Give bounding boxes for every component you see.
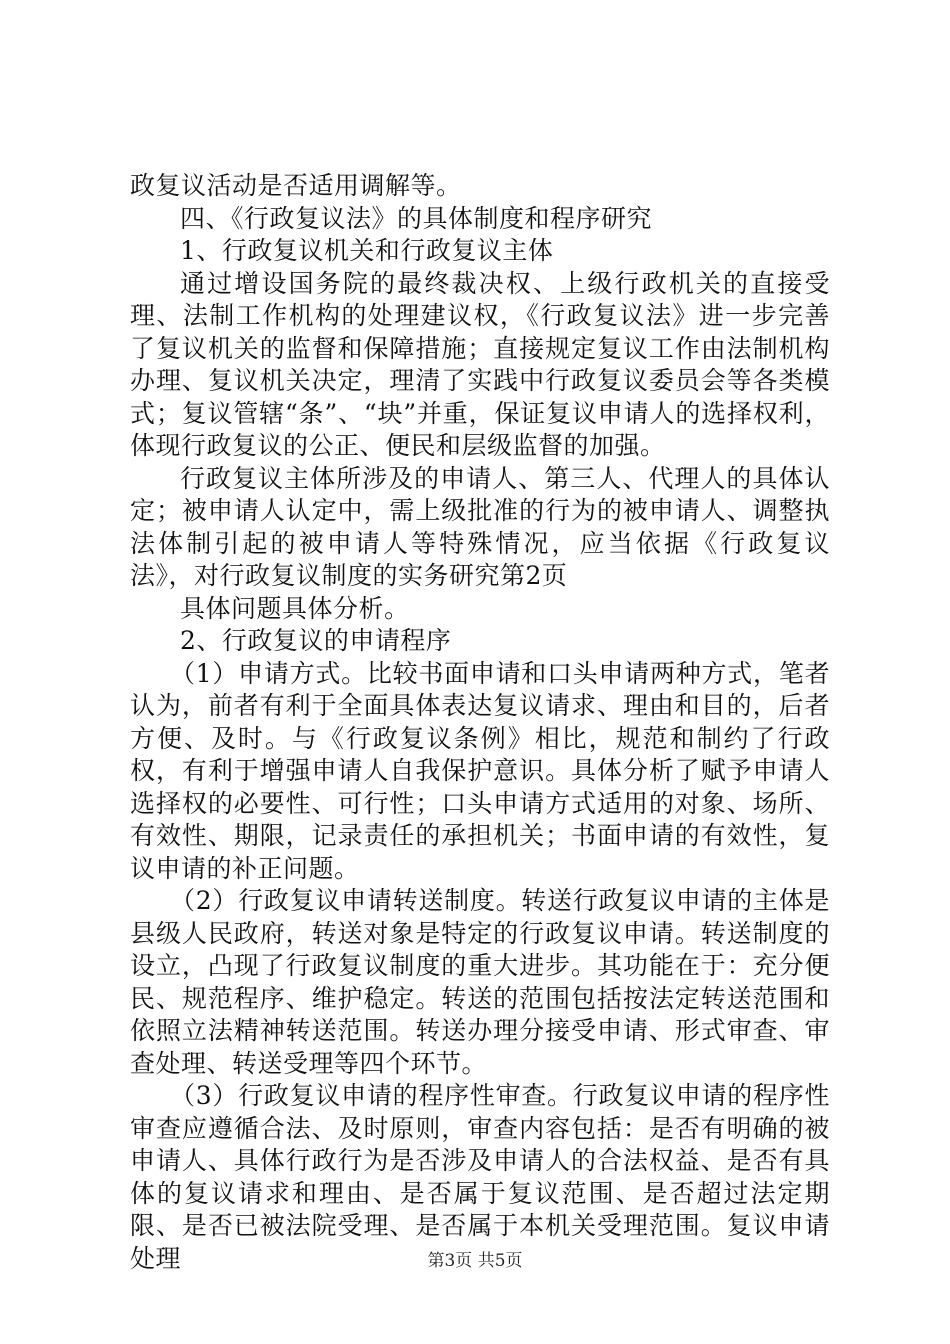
subsection-heading-1: 1、行政复议机关和行政复议主体 [180, 236, 554, 265]
paragraph-review-subjects: 行政复议主体所涉及的申请人、第三人、代理人的具体认定；被申请人认定中，需上级批准的行为的被申请人、调整执法体制引起的被申请人等特殊情况，应当依据《行政复议法》，对行政复议制度的实务研究第2页 [130, 463, 830, 590]
section-heading-4: 四、《行政复议法》的具体制度和程序研究 [180, 203, 653, 233]
page-number: 第3页 共5页 [427, 1251, 523, 1271]
paragraph-case-analysis: 具体问题具体分析。 [180, 593, 410, 623]
paragraph-application-method: （1）申请方式。比较书面申请和口头申请两种方式，笔者认为，前者有利于全面具体表达复议请求、理由和目的，后者方便、及时。与《行政复议条例》相比，规范和制约了行政权，有利于增强申请人自我保护意识。具体分析了赋予申请人选择权的必要性、可行性；口头申请方式适用的对象、场所、有效性、期限，记录责任的承担机关；书面申请的有效性，复议申请的补正问题。 [130, 658, 830, 883]
paragraph-procedural-review: （3）行政复议申请的程序性审查。行政复议申请的程序性审查应遵循合法、及时原则，审查内容包括：是否有明确的被申请人、具体行政行为是否涉及申请人的合法权益、是否有具体的复议请求和理由、是否属于复议范围、是否超过法定期限、是否已被法院受理、是否属于本机关受理范围。复议申请处理 [130, 1081, 830, 1273]
page-footer [0, 1246, 950, 1271]
paragraph-review-authority: 通过增设国务院的最终裁决权、上级行政机关的直接受理、法制工作机构的处理建议权，《行政复议法》进一步完善了复议机关的监督和保障措施；直接规定复议工作由法制机构办理、复议机关决定，理清了实践中行政复议委员会等各类模式；复议管辖“条”、“块”并重，保证复议申请人的选择权利，体现行政复议的公正、便民和层级监督的加强。 [130, 268, 830, 460]
subsection-heading-2: 2、行政复议的申请程序 [180, 626, 452, 655]
paragraph-continuation: 政复议活动是否适用调解等。 [130, 171, 462, 200]
document-body [130, 170, 830, 1275]
paragraph-transfer-system: （2）行政复议申请转送制度。转送行政复议申请的主体是县级人民政府，转送对象是特定的行政复议申请。转送制度的设立，凸现了行政复议制度的重大进步。其功能在于：充分便民、规范程序、维护稳定。转送的范围包括按法定转送范围和依照立法精神转送范围。转送办理分接受申请、形式审查、审查处理、转送受理等四个环节。 [130, 886, 830, 1078]
